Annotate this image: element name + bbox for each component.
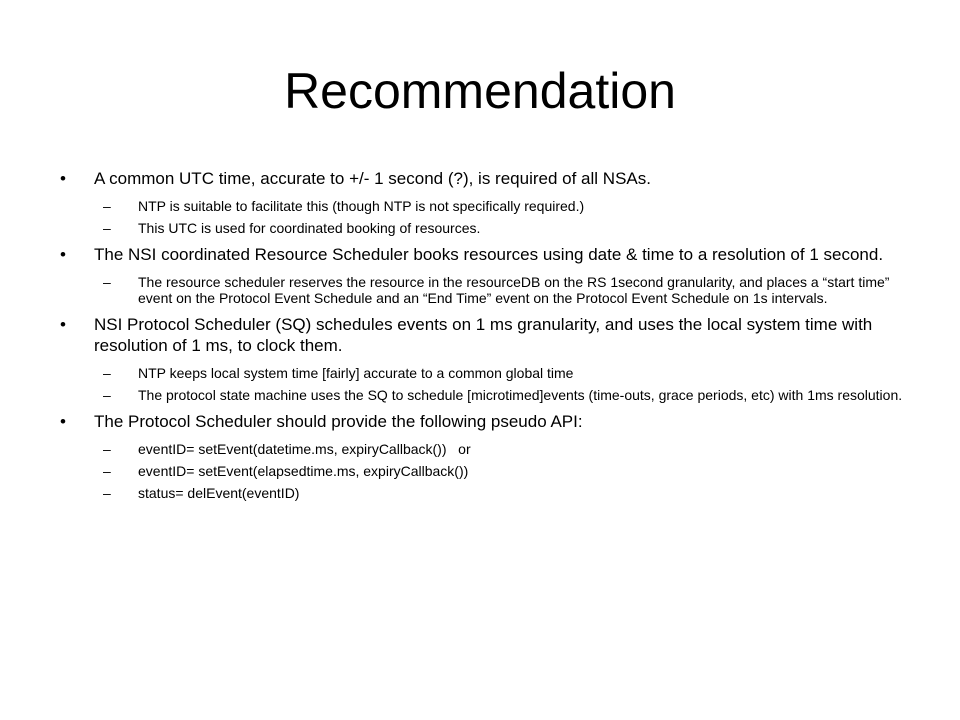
dash-icon: – — [103, 441, 111, 457]
sub-bullet-item — [60, 485, 920, 501]
bullet-item — [60, 411, 920, 432]
sub-bullet-text: NTP is suitable to facilitate this (though NTP is not specifically required.) — [138, 198, 585, 214]
slide-title: Recommendation — [284, 63, 676, 119]
sub-bullet-item — [60, 441, 920, 457]
sub-bullet-text: NTP keeps local system time [fairly] accurate to a common global time — [138, 365, 574, 381]
bullet-group-1 — [60, 168, 920, 236]
bullet-icon: • — [60, 315, 66, 334]
bullet-text: The NSI coordinated Resource Scheduler books resources using date & time to a resolution of 1 second. — [94, 245, 884, 264]
sub-bullet-item — [60, 220, 920, 236]
slide-body — [60, 168, 920, 509]
dash-icon: – — [103, 274, 111, 290]
bullet-text: The Protocol Scheduler should provide the following pseudo API: — [94, 412, 583, 431]
sub-bullet-item — [60, 198, 920, 214]
sub-bullet-text: eventID= setEvent(datetime.ms, expiryCallback()) or — [138, 441, 471, 457]
dash-icon: – — [103, 220, 111, 236]
dash-icon: – — [103, 463, 111, 479]
bullet-group-4 — [60, 411, 920, 501]
bullet-icon: • — [60, 169, 66, 188]
bullet-icon: • — [60, 412, 66, 431]
bullet-text: NSI Protocol Scheduler (SQ) schedules events on 1 ms granularity, and uses the local system time with resolution of 1 ms, to clock them. — [94, 315, 873, 355]
bullet-group-3 — [60, 314, 920, 403]
sub-bullet-item — [60, 387, 920, 403]
sub-bullet-item — [60, 463, 920, 479]
sub-bullet-text: This UTC is used for coordinated booking of resources. — [138, 220, 481, 236]
bullet-icon: • — [60, 245, 66, 264]
bullet-text: A common UTC time, accurate to +/- 1 second (?), is required of all NSAs. — [94, 169, 651, 188]
sub-bullet-text: The resource scheduler reserves the resource in the resourceDB on the RS 1second granularity, and places a “start time” event on the Protocol Event Schedule and an “End Time” event on the Protocol Event Schedule on 1s intervals. — [138, 274, 890, 306]
bullet-item — [60, 244, 920, 265]
dash-icon: – — [103, 198, 111, 214]
sub-bullet-text: eventID= setEvent(elapsedtime.ms, expiryCallback()) — [138, 463, 469, 479]
bullet-group-2 — [60, 244, 920, 306]
dash-icon: – — [103, 387, 111, 403]
sub-bullet-item — [60, 365, 920, 381]
bullet-item — [60, 168, 920, 189]
sub-bullet-text: status= delEvent(eventID) — [138, 485, 300, 501]
bullet-item — [60, 314, 920, 356]
dash-icon: – — [103, 365, 111, 381]
sub-bullet-text: The protocol state machine uses the SQ to schedule [microtimed]events (time-outs, grace periods, etc) with 1ms resolution. — [138, 387, 903, 403]
sub-bullet-item — [60, 274, 920, 306]
dash-icon: – — [103, 485, 111, 501]
